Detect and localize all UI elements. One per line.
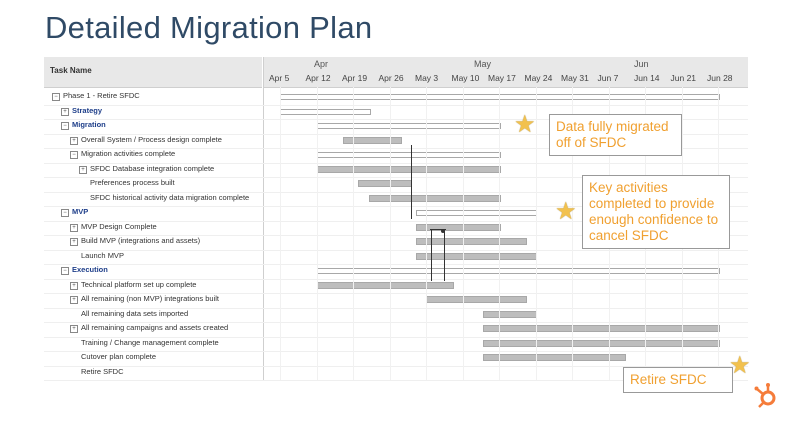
task-label: Strategy: [72, 105, 103, 115]
month-label: May: [474, 59, 492, 69]
task-bar[interactable]: [426, 296, 527, 303]
expand-toggle-icon[interactable]: +: [70, 137, 78, 145]
task-name-header: [44, 57, 262, 88]
grid-line: [353, 87, 354, 380]
task-label: MVP Design Complete: [81, 221, 157, 231]
task-bar[interactable]: [416, 253, 538, 260]
month-label: Jun: [634, 59, 649, 69]
task-bar[interactable]: [317, 166, 502, 173]
callout-key-activities: Key activities completed to provide enough confidence to cancel SFDC: [582, 175, 730, 249]
week-label: Apr 5: [269, 73, 290, 83]
week-label: May 24: [524, 73, 553, 83]
expand-toggle-icon[interactable]: +: [79, 166, 87, 174]
task-row[interactable]: [44, 308, 748, 324]
task-row[interactable]: [44, 90, 748, 106]
task-label: Retire SFDC: [81, 366, 124, 376]
task-bar[interactable]: [416, 224, 501, 231]
task-row[interactable]: [44, 351, 748, 367]
task-bar[interactable]: [280, 109, 371, 115]
task-bar[interactable]: [483, 325, 720, 332]
month-label: Apr: [314, 59, 329, 69]
task-label: Overall System / Process design complete: [81, 134, 222, 144]
timeline-header: [264, 57, 748, 88]
week-label: May 3: [415, 73, 439, 83]
task-label: Cutover plan complete: [81, 352, 157, 361]
task-label: Migration activities complete: [81, 149, 176, 158]
grid-line: [317, 87, 318, 380]
callout-data-migrated: Data fully migrated off of SFDC: [549, 114, 682, 156]
task-name-header-label: Task Name: [50, 66, 92, 75]
task-bar[interactable]: [343, 137, 402, 144]
expand-toggle-icon[interactable]: +: [70, 325, 78, 333]
task-row[interactable]: [44, 322, 748, 338]
task-label: Launch MVP: [81, 250, 124, 260]
week-label: Jun 21: [670, 73, 697, 83]
week-label: Jun 14: [634, 73, 660, 83]
expand-toggle-icon[interactable]: +: [70, 296, 78, 304]
page-title: Detailed Migration Plan: [45, 10, 373, 45]
task-label: Build MVP (integrations and assets): [81, 236, 201, 245]
task-bar[interactable]: [369, 195, 501, 202]
task-bar[interactable]: [483, 311, 537, 318]
expand-toggle-icon[interactable]: +: [61, 108, 69, 116]
star-icon: ★: [514, 111, 536, 138]
task-label: Execution: [72, 265, 108, 274]
collapse-toggle-icon[interactable]: −: [61, 267, 69, 275]
dependency-line: [444, 229, 445, 281]
week-label: May 31: [561, 73, 589, 83]
expand-toggle-icon[interactable]: +: [70, 224, 78, 232]
grid-line: [499, 87, 500, 380]
grid-line: [390, 87, 391, 380]
task-bar[interactable]: [280, 94, 720, 100]
star-icon: ★: [555, 198, 577, 225]
task-label: All remaining campaigns and assets created: [81, 323, 229, 332]
week-label: Apr 26: [378, 73, 404, 83]
collapse-toggle-icon[interactable]: −: [52, 93, 60, 101]
week-label: Jun 7: [597, 73, 619, 83]
task-bar[interactable]: [317, 268, 721, 274]
task-label: Preferences process built: [90, 178, 175, 187]
task-bar[interactable]: [483, 354, 626, 361]
dependency-dot: [441, 229, 445, 233]
expand-toggle-icon[interactable]: +: [70, 238, 78, 246]
expand-toggle-icon[interactable]: +: [70, 282, 78, 290]
grid-line: [463, 87, 464, 380]
task-bar[interactable]: [317, 282, 455, 289]
task-label: MVP: [72, 207, 89, 216]
dependency-line: [411, 145, 412, 219]
collapse-toggle-icon[interactable]: −: [70, 151, 78, 159]
task-label: Technical platform set up complete: [81, 279, 197, 289]
task-bar[interactable]: [358, 180, 412, 187]
task-label: Training / Change management complete: [81, 337, 219, 347]
task-bar[interactable]: [317, 152, 502, 158]
hubspot-logo-icon: [753, 381, 781, 409]
week-label: Apr 19: [342, 73, 368, 83]
star-icon: ★: [729, 352, 751, 379]
callout-retire-sfdc: Retire SFDC: [623, 367, 733, 393]
week-label: May 17: [488, 73, 516, 83]
task-label: SFDC Database integration complete: [90, 163, 215, 173]
task-bar[interactable]: [483, 340, 720, 347]
week-label: Apr 12: [305, 73, 331, 83]
week-label: Jun 28: [707, 73, 733, 83]
grid-line: [426, 87, 427, 380]
task-label: Phase 1 - Retire SFDC: [63, 91, 140, 100]
dependency-line: [431, 229, 432, 281]
task-row[interactable]: [44, 337, 748, 353]
collapse-toggle-icon[interactable]: −: [61, 122, 69, 130]
task-label: Migration: [72, 120, 106, 129]
week-label: May 10: [451, 73, 480, 83]
task-bar[interactable]: [416, 238, 528, 245]
task-label: SFDC historical activity data migration complete: [90, 192, 250, 202]
task-label: All remaining (non MVP) integrations built: [81, 294, 219, 303]
collapse-toggle-icon[interactable]: −: [61, 209, 69, 217]
task-label: All remaining data sets imported: [81, 308, 189, 318]
task-bar[interactable]: [416, 210, 538, 216]
task-row[interactable]: [44, 264, 748, 280]
task-row[interactable]: [44, 293, 748, 309]
grid-line: [280, 87, 281, 380]
task-row[interactable]: [44, 279, 748, 295]
task-row[interactable]: [44, 250, 748, 266]
task-bar[interactable]: [317, 123, 502, 129]
